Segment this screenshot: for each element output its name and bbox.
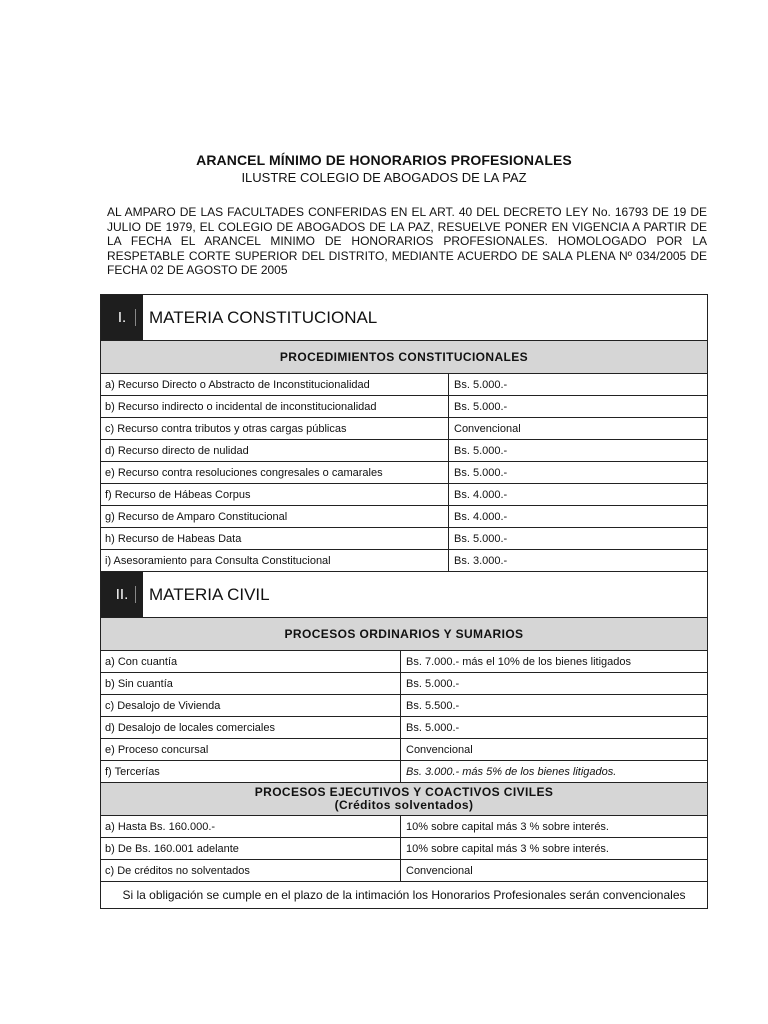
- table-row: b) Recurso indirecto o incidental de inconstitucionalidad Bs. 5.000.-: [101, 396, 708, 418]
- table-row: e) Proceso concursal Convencional: [101, 739, 708, 761]
- table-row: g) Recurso de Amparo Constitucional Bs. 4.000.-: [101, 506, 708, 528]
- group-heading-subtitle: (Créditos solventados): [334, 798, 474, 812]
- table-row: e) Recurso contra resoluciones congresales o camarales Bs. 5.000.-: [101, 462, 708, 484]
- table-row: f) Tercerías Bs. 3.000.- más 5% de los bienes litigados.: [101, 761, 708, 783]
- table-row: i) Asesoramiento para Consulta Constitucional Bs. 3.000.-: [101, 550, 708, 572]
- table-row: f) Recurso de Hábeas Corpus Bs. 4.000.-: [101, 484, 708, 506]
- table-row: h) Recurso de Habeas Data Bs. 5.000.-: [101, 528, 708, 550]
- document-title: ARANCEL MÍNIMO DE HONORARIOS PROFESIONALES: [196, 152, 572, 168]
- note-row: Si la obligación se cumple en el plazo de la intimación los Honorarios Profesionales serán convencionales: [101, 882, 708, 909]
- intro-paragraph: AL AMPARO DE LAS FACULTADES CONFERIDAS EN EL ART. 40 DEL DECRETO LEY No. 16793 DE 19 DE JULIO DE 1979, EL COLEGIO DE ABOGADOS DE LA PAZ, RESUELVE PONER EN VIGENCIA A PARTIR DE LA FECHA EL ARANCEL MINIMO DE HONORARIOS PROFESIONALES. HOMOLOGADO POR LA RESPETABLE CORTE SUPERIOR DEL DISTRITO, MEDIANTE ACUERDO DE SALA PLENA Nº 034/2005 DE FECHA 02 DE AGOSTO DE 2005: [107, 205, 707, 277]
- section-title: MATERIA CONSTITUCIONAL: [149, 307, 378, 327]
- section-title: MATERIA CIVIL: [149, 584, 270, 604]
- table-row: c) Desalojo de Vivienda Bs. 5.500.-: [101, 695, 708, 717]
- group-heading: PROCEDIMIENTOS CONSTITUCIONALES: [101, 341, 708, 374]
- section-header-constitucional: [101, 295, 708, 341]
- section-number: I.: [101, 295, 143, 340]
- table-row: d) Recurso directo de nulidad Bs. 5.000.-: [101, 440, 708, 462]
- table-row: c) De créditos no solventados Convencional: [101, 860, 708, 882]
- table-row: b) Sin cuantía Bs. 5.000.-: [101, 673, 708, 695]
- table-row: a) Con cuantía Bs. 7.000.- más el 10% de los bienes litigados: [101, 651, 708, 673]
- table-row: c) Recurso contra tributos y otras cargas públicas Convencional: [101, 418, 708, 440]
- section-header-civil: [101, 572, 708, 618]
- table-row: a) Hasta Bs. 160.000.- 10% sobre capital más 3 % sobre interés.: [101, 816, 708, 838]
- table-row: a) Recurso Directo o Abstracto de Inconstitucionalidad Bs. 5.000.-: [101, 374, 708, 396]
- document-subtitle: ILUSTRE COLEGIO DE ABOGADOS DE LA PAZ: [241, 170, 527, 185]
- table-row: d) Desalojo de locales comerciales Bs. 5.000.-: [101, 717, 708, 739]
- group-heading: [101, 783, 708, 816]
- section-number: II.: [101, 572, 143, 617]
- fees-table: [100, 294, 708, 909]
- group-heading-title: PROCESOS EJECUTIVOS Y COACTIVOS CIVILES: [254, 785, 554, 799]
- table-row: b) De Bs. 160.001 adelante 10% sobre capital más 3 % sobre interés.: [101, 838, 708, 860]
- group-heading: PROCESOS ORDINARIOS Y SUMARIOS: [101, 618, 708, 651]
